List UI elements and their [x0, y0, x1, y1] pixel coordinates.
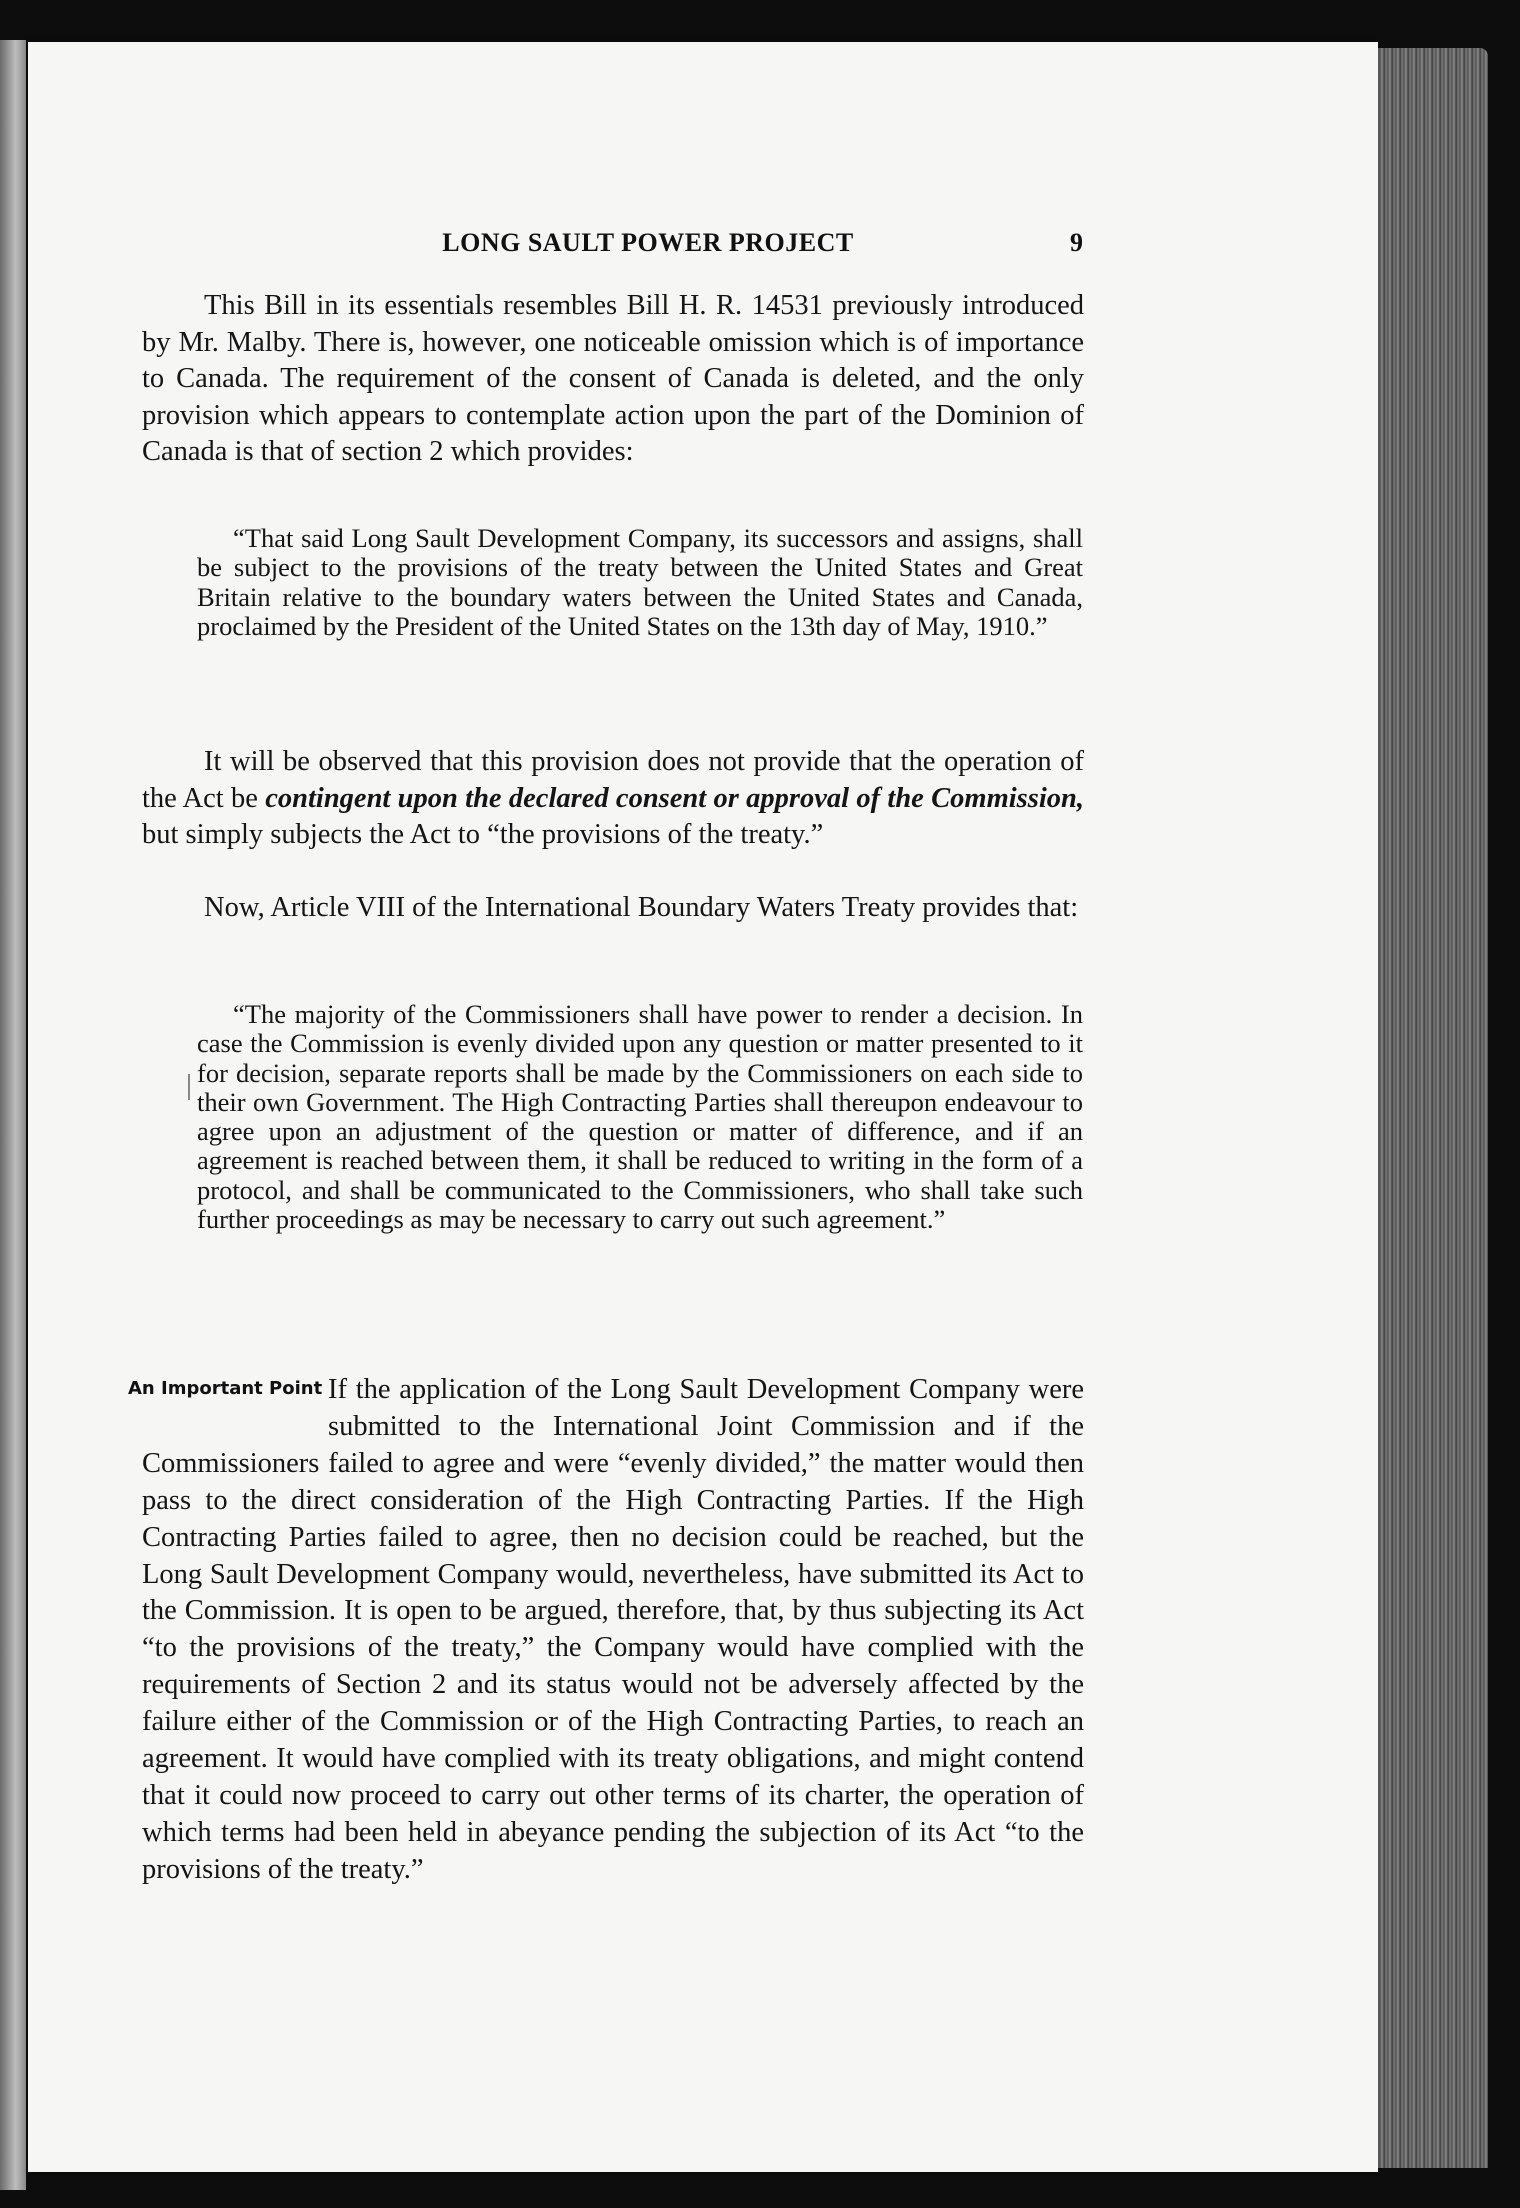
running-title: LONG SAULT POWER PROJECT — [442, 228, 854, 257]
paragraph-2 — [142, 744, 1084, 854]
sidenote: An Important Point — [128, 1378, 323, 1399]
margin-mark — [188, 1074, 190, 1100]
quote-article-viii: “The majority of the Commissioners shall have power to render a decision. In case the Commission is evenly divided upon any question or matter presented to it for decision, separate reports shall be made by the Commissioners on each side to their own Government. The High Contracting Parties shall thereupon endeavour to agree upon an adjustment of the question or matter of difference, and if an agreement is reached between them, it shall be reduced to writing in the form of a protocol, and shall be communicated to the Commissioners, who shall take such further proceedings as may be necessary to carry out such agreement.” — [197, 999, 1083, 1235]
running-head — [28, 228, 1378, 268]
paragraph-2-end: but simply subjects the Act to “the provisions of the treaty.” — [142, 819, 824, 851]
paragraph-4-text: If the application of the Long Sault Development Company were submitted to the International Joint Commission and if the Commissioners failed to agree and were “evenly divided,” the matter would then pass to the direct consideration of the High Contracting Parties. If the High Contracting Parties failed to agree, then no decision could be reached, but the Long Sault Development Company would, nevertheless, have submitted its Act to the Commission. It is open to be argued, therefore, that, by thus subjecting its Act “to the provisions of the treaty,” the Company would have complied with the requirements of Section 2 and its status would not be adversely affected by the failure either of the Commission or of the High Contracting Parties, to reach an agreement. It would have complied with its treaty obligations, and might contend that it could now proceed to carry out other terms of its charter, the operation of which terms had been held in abeyance pending the subjection of its Act “to the provisions of the treaty.” — [142, 1374, 1084, 1885]
page-number: 9 — [1070, 228, 1083, 257]
book-page — [28, 42, 1378, 2172]
paragraph-3: Now, Article VIII of the International Boundary Waters Treaty provides that: — [204, 892, 1079, 923]
paragraph-2-emphasis: contingent upon the declared consent or approval of the Commission, — [265, 782, 1084, 814]
paragraph-4 — [142, 1372, 1084, 1889]
left-page-edge — [0, 40, 26, 2190]
paragraph-2-start: It will be observed that this provision does not provide that the operation of the Act be — [142, 746, 1084, 814]
quote-section-2: “That said Long Sault Development Company, its successors and assigns, shall be subject to the provisions of the treaty between the United States and Great Britain relative to the boundary waters between the United States and Canada, proclaimed by the President of the United States on the 13th day of May, 1910.” — [197, 523, 1083, 641]
paragraph-1: This Bill in its essentials resembles Bill H. R. 14531 previously introduced by Mr. Malby. There is, however, one noticeable omission which is of importance to Canada. The requirement of the consent of Canada is deleted, and the only provision which appears to contemplate action upon the part of the Dominion of Canada is that of section 2 which provides: — [142, 290, 1084, 468]
sidenote-gap — [142, 1372, 328, 1442]
